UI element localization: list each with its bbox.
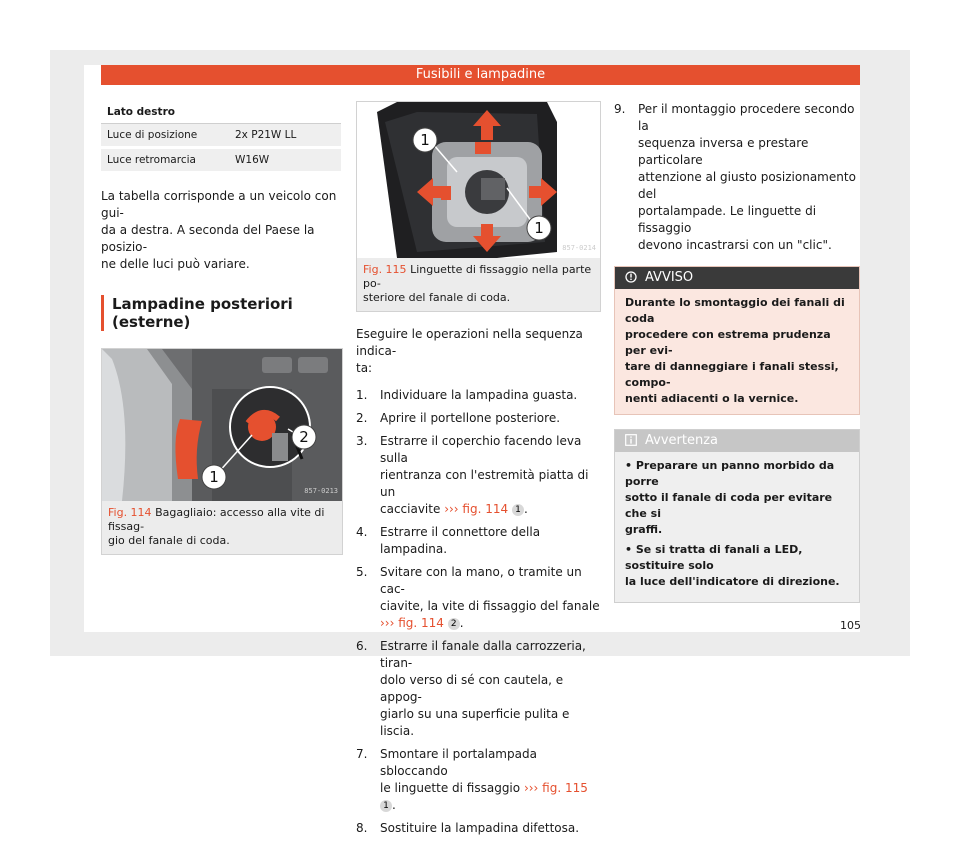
steps-intro (356, 326, 601, 377)
step-text-line (638, 237, 860, 254)
note-item (625, 458, 849, 538)
step-text-line (380, 387, 601, 404)
step-text-line (380, 501, 601, 518)
figure-number: Fig. 115 (363, 263, 407, 276)
table-cell-value: 2x P21W LL (229, 124, 341, 148)
text-line: ta: (356, 361, 373, 375)
step-text-line (638, 135, 860, 169)
step-number: 5. (356, 565, 368, 579)
callout-number: 1 (512, 504, 524, 516)
figure-label-1: 1 (420, 131, 430, 149)
step-number: 9. (614, 102, 626, 116)
step-text: rientranza con l'estremità piatta di un (380, 468, 589, 499)
figure-114-image (102, 349, 342, 501)
figure-115 (356, 101, 601, 312)
caption-text: Bagagliaio: accesso alla vite di fissag- (108, 506, 325, 533)
text-line: graffi. (625, 523, 663, 536)
step-text-line (380, 564, 601, 598)
note-header (615, 430, 859, 452)
step-text: cacciavite (380, 502, 441, 516)
step-number: 3. (356, 434, 368, 448)
step-item (356, 564, 601, 632)
table-row (101, 124, 341, 148)
figure-reference-link[interactable]: ››› fig. 114 (380, 616, 444, 630)
notice-body (615, 289, 859, 414)
table-cell-label: Luce di posizione (101, 124, 229, 148)
step-number: 2. (356, 411, 368, 425)
step-number: 4. (356, 525, 368, 539)
bulb-table (101, 101, 341, 174)
notice-title: AVVISO (645, 270, 694, 285)
figure-115-caption (357, 258, 600, 311)
info-circle-icon (625, 269, 637, 291)
step-text-line (380, 820, 601, 837)
figure-114-caption (102, 501, 342, 554)
figure-reference-link[interactable]: ››› fig. 115 (523, 781, 588, 795)
steps-list (356, 387, 601, 837)
page-header: Fusibili e lampadine (101, 65, 860, 85)
intro-paragraph (101, 188, 341, 273)
step-text-line (638, 203, 860, 237)
text-line: la luce dell'indicatore di direzione. (625, 575, 840, 588)
step-text-line (380, 433, 601, 467)
figure-label-2: 2 (299, 428, 309, 446)
step-text: devono incastrarsi con un "clic". (638, 238, 832, 252)
table-cell-value: W16W (229, 148, 341, 173)
text-line: • Se si tratta di fanali a LED, sostituire solo (625, 543, 803, 572)
info-box-icon (625, 432, 637, 454)
step-text: portalampade. Le linguette di fissaggio (638, 204, 817, 235)
figure-code: 857-0213 (304, 487, 338, 495)
step-end: . (523, 502, 528, 516)
callout-number: 2 (448, 618, 460, 630)
step-item (356, 746, 601, 814)
right-column (614, 101, 860, 603)
step-text: sequenza inversa e prestare particolare (638, 136, 809, 167)
step-text: Svitare con la mano, o tramite un cac- (380, 565, 582, 596)
warning-notice (614, 266, 860, 415)
text-line: tare di danneggiare i fanali stessi, compo- (625, 360, 839, 389)
step-item (356, 524, 601, 558)
note-box (614, 429, 860, 603)
step-text-line (380, 410, 601, 427)
step-text: Estrarre il fanale dalla carrozzeria, tiran- (380, 639, 586, 670)
page-number: 105 (840, 619, 861, 632)
figure-115-image (357, 102, 600, 258)
text-line: Eseguire le operazioni nella sequenza indica- (356, 327, 583, 358)
caption-text: Linguette di fissaggio nella parte po- (363, 263, 592, 290)
step-text: Sostituire la lampadina difettosa. (380, 821, 580, 835)
note-item (625, 542, 849, 590)
caption-text: gio del fanale di coda. (108, 534, 230, 547)
table-cell-label: Luce retromarcia (101, 148, 229, 173)
text-line: La tabella corrisponde a un veicolo con gui- (101, 189, 337, 220)
step-text: Individuare la lampadina guasta. (380, 388, 578, 402)
text-line: da a destra. A seconda del Paese la posizio- (101, 223, 315, 254)
step-text: Aprire il portellone posteriore. (380, 411, 561, 425)
step-number: 6. (356, 639, 368, 653)
text-line: nenti adiacenti o la vernice. (625, 392, 799, 405)
steps-list-continued (614, 101, 860, 254)
table-row (101, 148, 341, 173)
step-text: Estrarre il coperchio facendo leva sulla (380, 434, 582, 465)
step-item (356, 410, 601, 427)
figure-label-1: 1 (209, 468, 219, 486)
step-text-line (380, 467, 601, 501)
text-line: Durante lo smontaggio dei fanali di coda (625, 296, 845, 325)
figure-label-1b: 1 (534, 219, 544, 237)
step-end: . (459, 616, 464, 630)
step-item (356, 638, 601, 740)
figure-114 (101, 348, 343, 555)
callout-number: 1 (380, 800, 392, 812)
figure-number: Fig. 114 (108, 506, 152, 519)
step-item (356, 820, 601, 837)
step-text: le linguette di fissaggio (380, 781, 521, 795)
step-text: dolo verso di sé con cautela, e appog- (380, 673, 564, 704)
step-text: Estrarre il connettore della lampadina. (380, 525, 541, 556)
step-text-line (380, 706, 601, 740)
step-number: 8. (356, 821, 368, 835)
step-item (614, 101, 860, 254)
text-line: sotto il fanale di coda per evitare che si (625, 491, 833, 520)
step-text-line (380, 780, 601, 814)
note-body (615, 452, 859, 602)
step-text-line (638, 101, 860, 135)
note-title: Avvertenza (645, 433, 718, 448)
step-text: giarlo su una superficie pulita e liscia. (380, 707, 570, 738)
step-item (356, 433, 601, 518)
step-text-line (380, 524, 601, 558)
step-text-line (638, 169, 860, 203)
step-text-line (380, 672, 601, 706)
step-text-line (380, 598, 601, 632)
step-number: 7. (356, 747, 368, 761)
step-text: ciavite, la vite di fissaggio del fanale (380, 599, 600, 613)
step-text: Per il montaggio procedere secondo la (638, 102, 855, 133)
step-item (356, 387, 601, 404)
figure-code: 857-0214 (562, 244, 596, 252)
step-number: 1. (356, 388, 368, 402)
text-line: • Preparare un panno morbido da porre (625, 459, 835, 488)
step-text: Smontare il portalampada sbloccando (380, 747, 537, 778)
step-text-line (380, 638, 601, 672)
figure-reference-link[interactable]: ››› fig. 114 (444, 502, 509, 516)
text-line: procedere con estrema prudenza per evi- (625, 328, 831, 357)
left-column (101, 101, 341, 555)
step-text: attenzione al giusto posizionamento del (638, 170, 856, 201)
table-heading: Lato destro (101, 101, 341, 124)
middle-column (356, 101, 601, 843)
caption-text: steriore del fanale di coda. (363, 291, 511, 304)
text-line: ne delle luci può variare. (101, 257, 250, 271)
step-text-line (380, 746, 601, 780)
section-heading: Lampadine posteriori (esterne) (101, 295, 341, 331)
step-end: . (392, 798, 396, 812)
notice-header (615, 267, 859, 289)
